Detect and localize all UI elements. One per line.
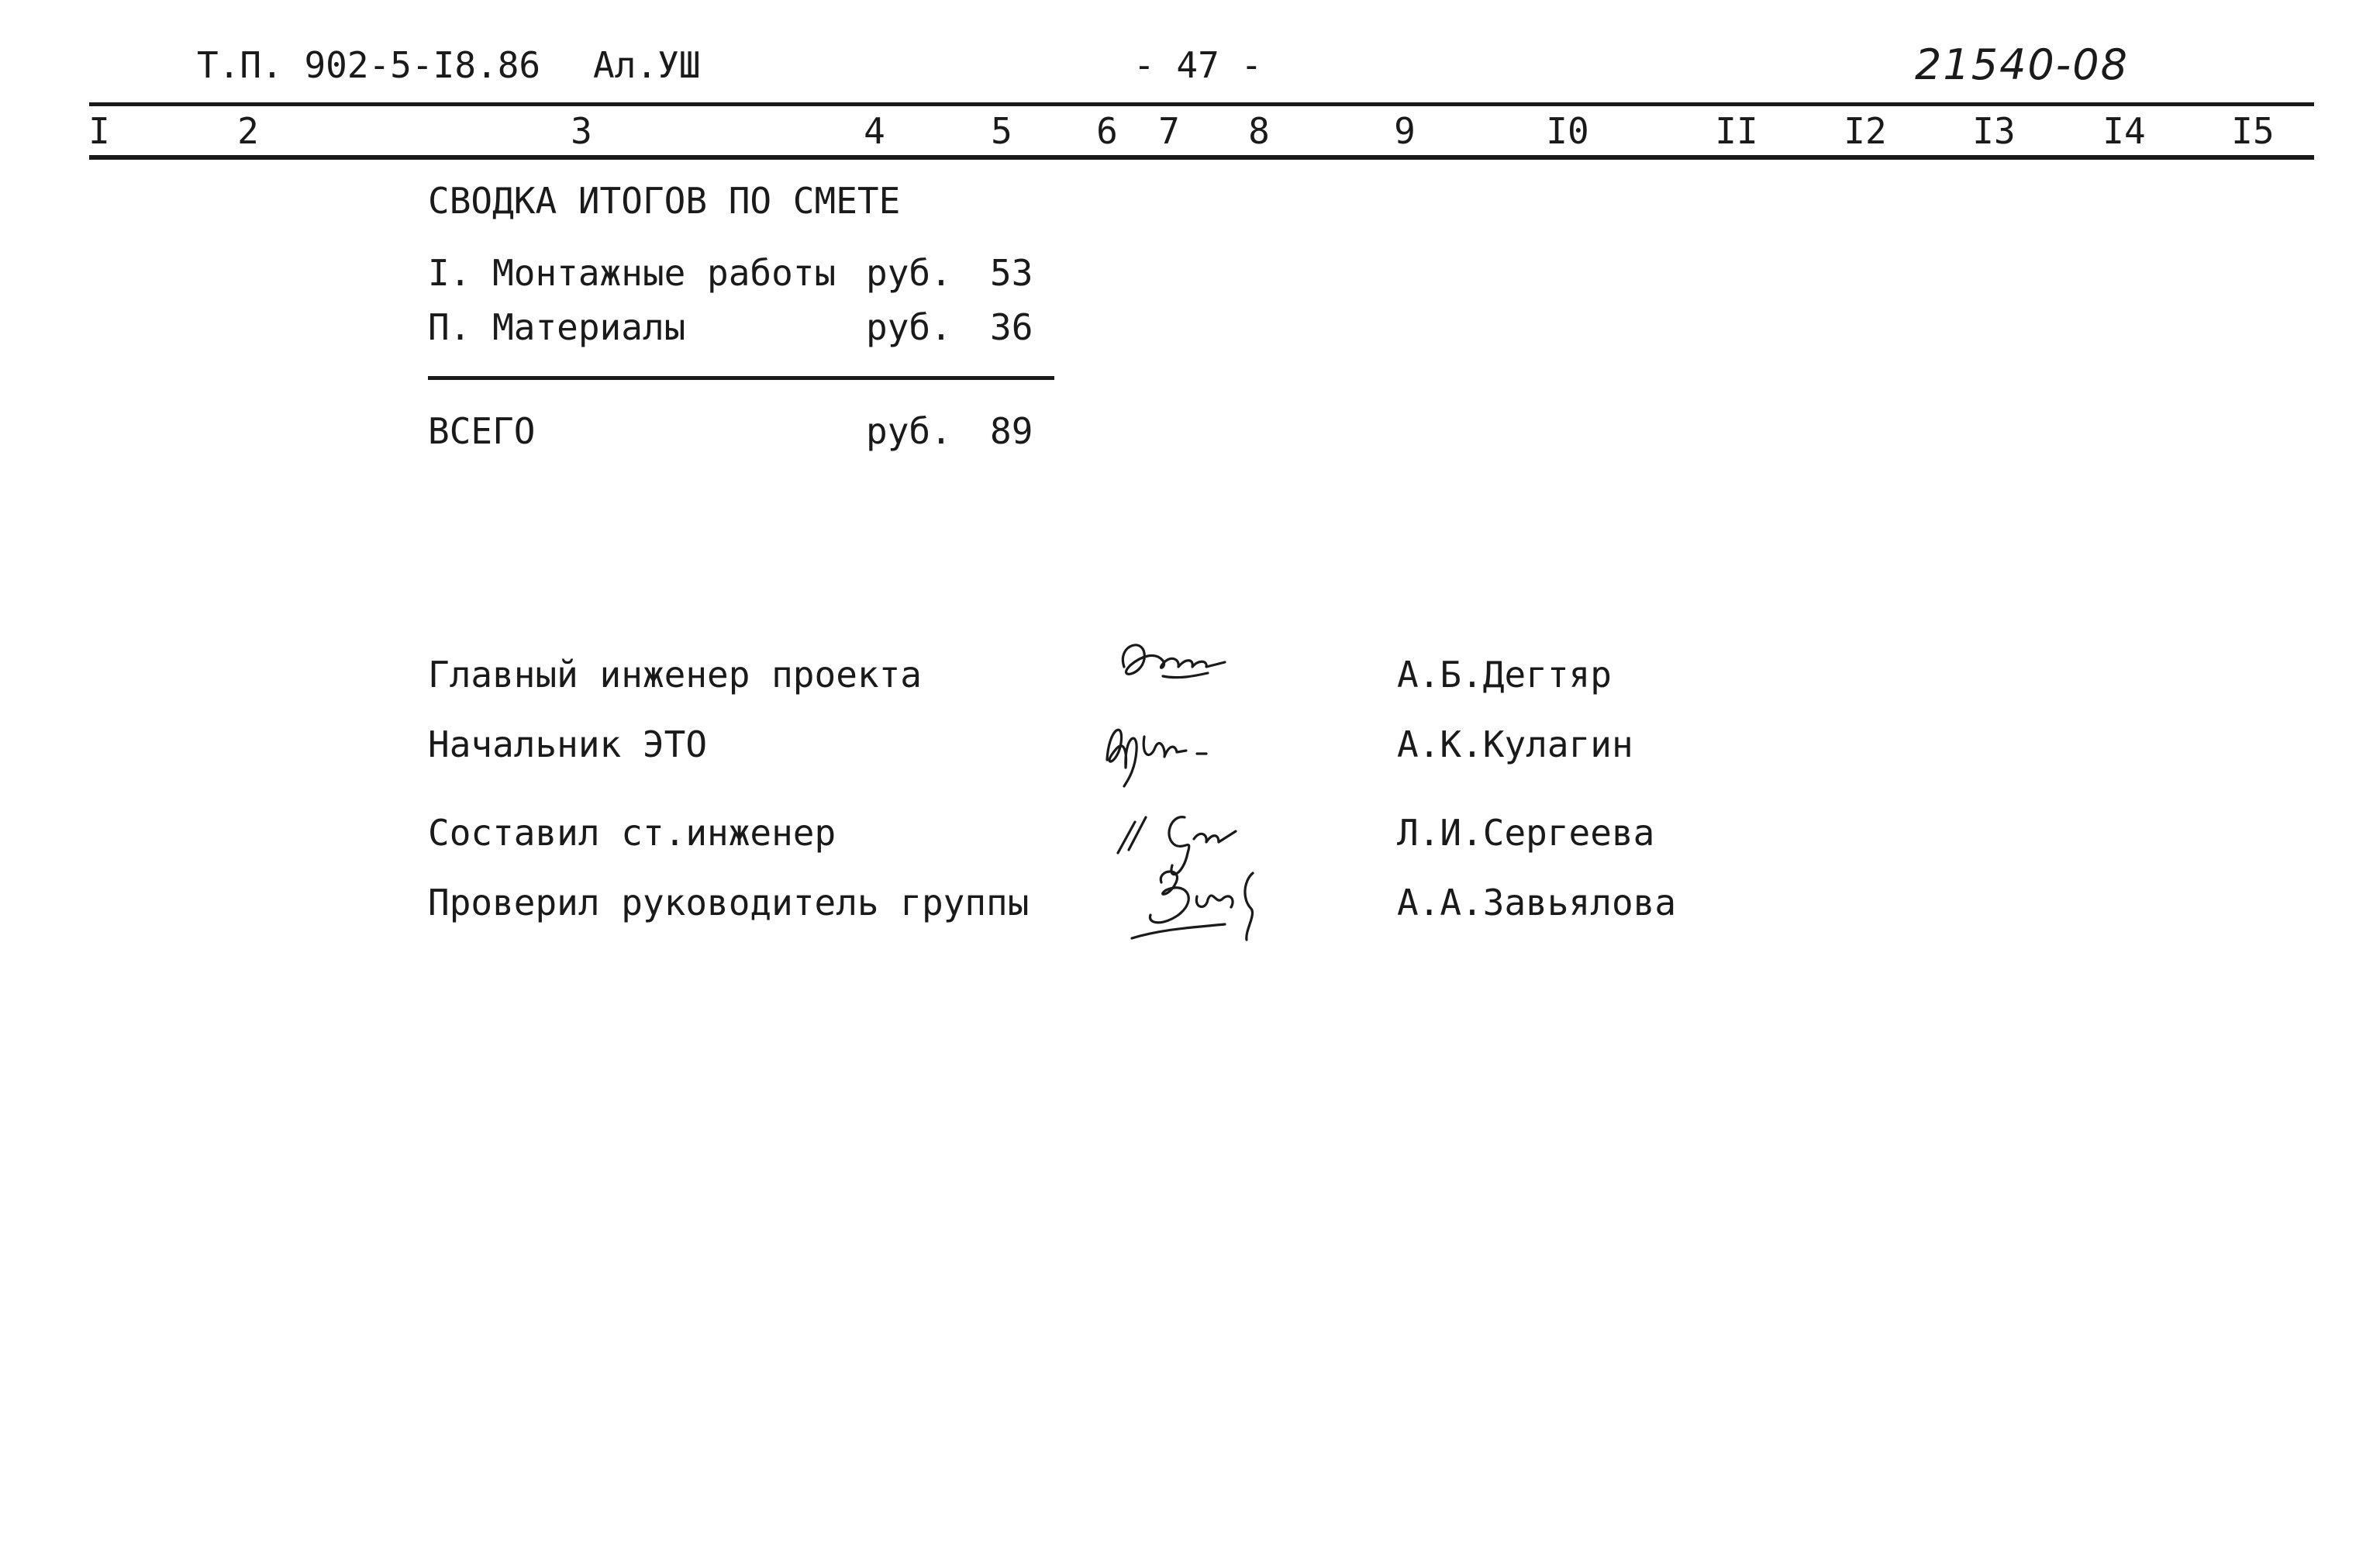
summary-row-label: П. Материалы xyxy=(428,306,686,348)
summary-row-value: 36 xyxy=(990,306,1033,348)
signatory-title: Проверил руководитель группы xyxy=(428,882,1030,923)
header-rule-bottom xyxy=(89,155,2314,160)
column-number: I3 xyxy=(1972,110,2016,152)
column-number: I4 xyxy=(2102,110,2146,152)
signatory-name: Л.И.Сергеева xyxy=(1397,812,1655,854)
signatory-name: А.Б.Дегтяр xyxy=(1397,654,1612,696)
summary-row-unit: руб. xyxy=(866,306,952,348)
signature-reviewer xyxy=(1132,872,1253,940)
project-code: Т.П. 902-5-I8.86 xyxy=(197,44,541,86)
signature-head-eto xyxy=(1107,730,1206,786)
total-value: 89 xyxy=(990,410,1033,452)
column-number: 4 xyxy=(864,110,885,152)
summary-row-label: I. Монтажные работы xyxy=(428,252,836,294)
signature-compiler xyxy=(1118,817,1236,875)
column-number: I0 xyxy=(1546,110,1589,152)
column-number: 7 xyxy=(1158,110,1180,152)
signatory-title: Начальник ЭТО xyxy=(428,723,708,765)
column-number: I xyxy=(88,110,110,152)
column-number: 9 xyxy=(1394,110,1416,152)
handwritten-signatures xyxy=(1070,620,1349,977)
signatory-title: Составил ст.инженер xyxy=(428,812,836,854)
total-unit: руб. xyxy=(866,410,952,452)
signatory-title: Главный инженер проекта xyxy=(428,654,922,696)
column-number: 8 xyxy=(1248,110,1270,152)
total-label: ВСЕГО xyxy=(428,410,536,452)
signatory-name: А.К.Кулагин xyxy=(1397,723,1633,765)
column-number: I2 xyxy=(1844,110,1887,152)
page-number: - 47 - xyxy=(1133,44,1263,86)
column-number: 2 xyxy=(237,110,259,152)
signatory-name: А.А.Завьялова xyxy=(1397,882,1677,923)
column-number: I5 xyxy=(2231,110,2275,152)
column-number: 6 xyxy=(1096,110,1118,152)
total-divider xyxy=(428,376,1054,380)
summary-row-value: 53 xyxy=(990,252,1033,294)
summary-title: СВОДКА ИТОГОВ ПО СМЕТЕ xyxy=(428,180,901,222)
inventory-number: 21540-08 xyxy=(1915,40,2129,89)
column-number: II xyxy=(1715,110,1758,152)
column-number: 3 xyxy=(571,110,592,152)
summary-row-unit: руб. xyxy=(866,252,952,294)
album-number: Ал.УШ xyxy=(593,44,701,86)
signature-chief-engineer xyxy=(1123,645,1225,678)
header-rule-top xyxy=(89,102,2314,106)
column-number: 5 xyxy=(991,110,1012,152)
